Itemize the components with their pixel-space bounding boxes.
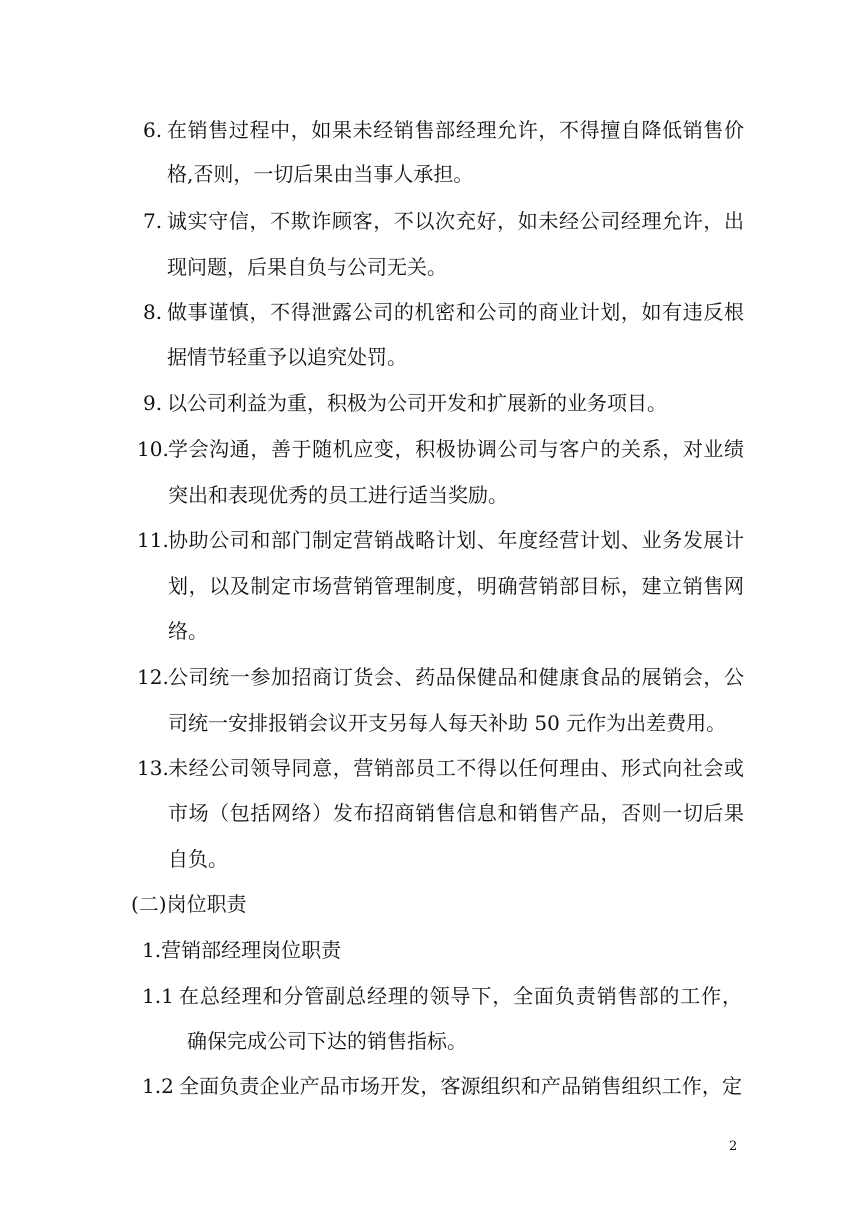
item-11-line-2: 划，以及制定市场营销管理制度，明确营销部目标，建立销售网	[168, 574, 744, 598]
duty-1-1-number: 1.1	[142, 984, 174, 1008]
item-8-line-1: 做事谨慎，不得泄露公司的机密和公司的商业计划，如有违反根	[167, 300, 744, 324]
item-8-number: 8.	[143, 300, 163, 324]
item-6-number: 6.	[143, 118, 163, 142]
item-11-number: 11.	[137, 528, 169, 552]
item-7-line-1: 诚实守信，不欺诈顾客，不以次充好，如未经公司经理允许，出	[167, 209, 744, 233]
item-9-line-1: 以公司利益为重，积极为公司开发和扩展新的业务项目。	[167, 391, 667, 415]
item-9-number: 9.	[143, 391, 163, 415]
item-7-line-2: 现问题，后果自负与公司无关。	[167, 255, 447, 279]
item-7-number: 7.	[143, 209, 163, 233]
subsection-heading: 1.营销部经理岗位职责	[142, 938, 342, 962]
item-8-line-2: 据情节轻重予以追究处罚。	[167, 345, 407, 369]
duty-1-2-line-1: 全面负责企业产品市场开发，客源组织和产品销售组织工作，定	[179, 1074, 742, 1098]
item-12-number: 12.	[137, 665, 169, 689]
item-13-line-3: 自负。	[168, 847, 228, 871]
item-13-line-2: 市场（包括网络）发布招商销售信息和销售产品，否则一切后果	[168, 801, 744, 825]
item-10-line-2: 突出和表现优秀的员工进行适当奖励。	[168, 483, 508, 507]
item-12-line-2: 司统一安排报销会议开支另每人每天补助 50 元作为出差费用。	[168, 711, 727, 735]
item-13-line-1: 未经公司领导同意，营销部员工不得以任何理由、形式向社会或	[168, 756, 744, 780]
item-10-line-1: 学会沟通，善于随机应变，积极协调公司与客户的关系，对业绩	[168, 437, 744, 461]
item-10-number: 10.	[137, 437, 169, 461]
item-12-line-1: 公司统一参加招商订货会、药品保健品和健康食品的展销会，公	[168, 665, 744, 689]
item-6-line-1: 在销售过程中，如果未经销售部经理允许，不得擅自降低销售价	[167, 118, 744, 142]
item-11-line-3: 络。	[168, 619, 208, 643]
item-6-line-2: 格,否则，一切后果由当事人承担。	[167, 162, 474, 186]
duty-1-2-number: 1.2	[142, 1074, 174, 1098]
page-number: 2	[729, 1139, 738, 1154]
duty-1-1-line-2: 确保完成公司下达的销售指标。	[187, 1029, 467, 1053]
duty-1-1-line-1: 在总经理和分管副总经理的领导下，全面负责销售部的工作，	[179, 984, 742, 1008]
item-11-line-1: 协助公司和部门制定营销战略计划、年度经营计划、业务发展计	[168, 528, 744, 552]
section-heading: (二)岗位职责	[131, 892, 247, 916]
item-13-number: 13.	[137, 756, 169, 780]
